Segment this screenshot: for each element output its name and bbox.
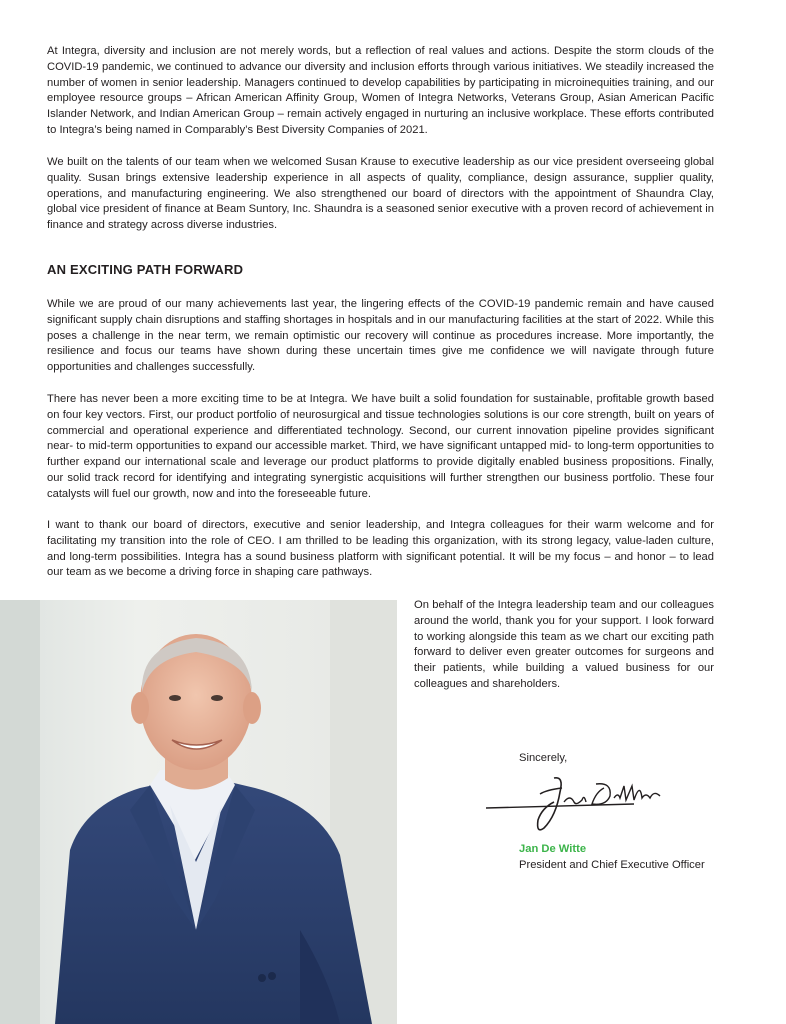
closing-paragraph: On behalf of the Integra leadership team and our colleagues around the world, thank you for your support. I look forward to working alongside this team as we chart our exciting path forward to deliver even greater outcomes for surgeons and their patients, while building a valued business for our colleagues and shareholders. — [414, 599, 714, 690]
sign-off: Sincerely, — [519, 752, 568, 764]
signer-name: Jan De Witte — [519, 843, 587, 855]
paragraph-leadership: We built on the talents of our team when we welcomed Susan Krause to executive leadership as our vice president overseeing global quality. Susan brings extensive leadership experience in all aspects of quality, compliance, design assurance, supplier quality, operations, and manufacturing engineering. We also strengthened our board of directors with the appointment of Shaundra Clay, global vice president of finance at Beam Suntory, Inc. Shaundra is a seasoned senior executive with a proven record of achievement in finance and strategy across diverse industries. — [47, 156, 714, 232]
ceo-portrait-photo — [0, 600, 397, 1024]
signer-title: President and Chief Executive Officer — [519, 859, 705, 871]
paragraph-diversity: At Integra, diversity and inclusion are not merely words, but a reflection of real values and actions. Despite the storm clouds of the COVID-19 pandemic, we continued to advance our diversity and inclusion efforts through various initiatives. We steadily increased the number of women in senior leadership. Managers continued to develop capabilities by participating in microinequities training, and our employee resource groups – African American Affinity Group, Women of Integra Networks, Veterans Group, Asian American Pacific Islander Network, and Indian American Group – remain actively engaged in nurturing an inclusive workplace. These efforts contributed to Integra’s being named in Comparably’s Best Diversity Companies of 2021. — [47, 45, 714, 136]
section-heading: AN EXCITING PATH FORWARD — [47, 262, 244, 277]
paragraph-challenges: While we are proud of our many achievements last year, the lingering effects of the COVID-19 pandemic remain and have caused significant supply chain disruptions and staffing shortages in hospitals and in our manufacturing facilities at the start of 2022. While this poses a challenge in the near term, we remain optimistic our recovery will continue as procedures increase. More importantly, the resilience and focus our teams have shown during these uncertain times give me confidence we will navigate through future opportunities and challenges successfully. — [47, 298, 714, 374]
paragraph-growth-vectors: There has never been a more exciting time to be at Integra. We have built a solid foundation for sustainable, profitable growth based on four key vectors. First, our product portfolio of neurosurgical and tissue technologies solutions is our core strength, built on years of commercial and operational experience and differentiated technology. Second, our current innovation pipeline provides significant near- to mid-term opportunities to expand our accessible market. Third, we have significant untapped mid- to long-term opportunities to further expand our international scale and leverage our product platforms to provide digitally enabled business propositions. Finally, our solid track record for identifying and integrating synergistic acquisitions will further strengthen our business portfolio. These four catalysts will fuel our growth, now and into the foreseeable future. — [47, 393, 714, 500]
handwritten-signature — [484, 772, 668, 838]
paragraph-thanks: I want to thank our board of directors, executive and senior leadership, and Integra colleagues for their warm welcome and for facilitating my transition into the role of CEO. I am thrilled to be leading this organization, with its strong legacy, value-laden culture, and long-term possibilities. Integra has a sound business platform with significant potential. It will be my focus – and honor – to lead our team as we become a driving force in shaping care pathways. — [47, 519, 714, 579]
